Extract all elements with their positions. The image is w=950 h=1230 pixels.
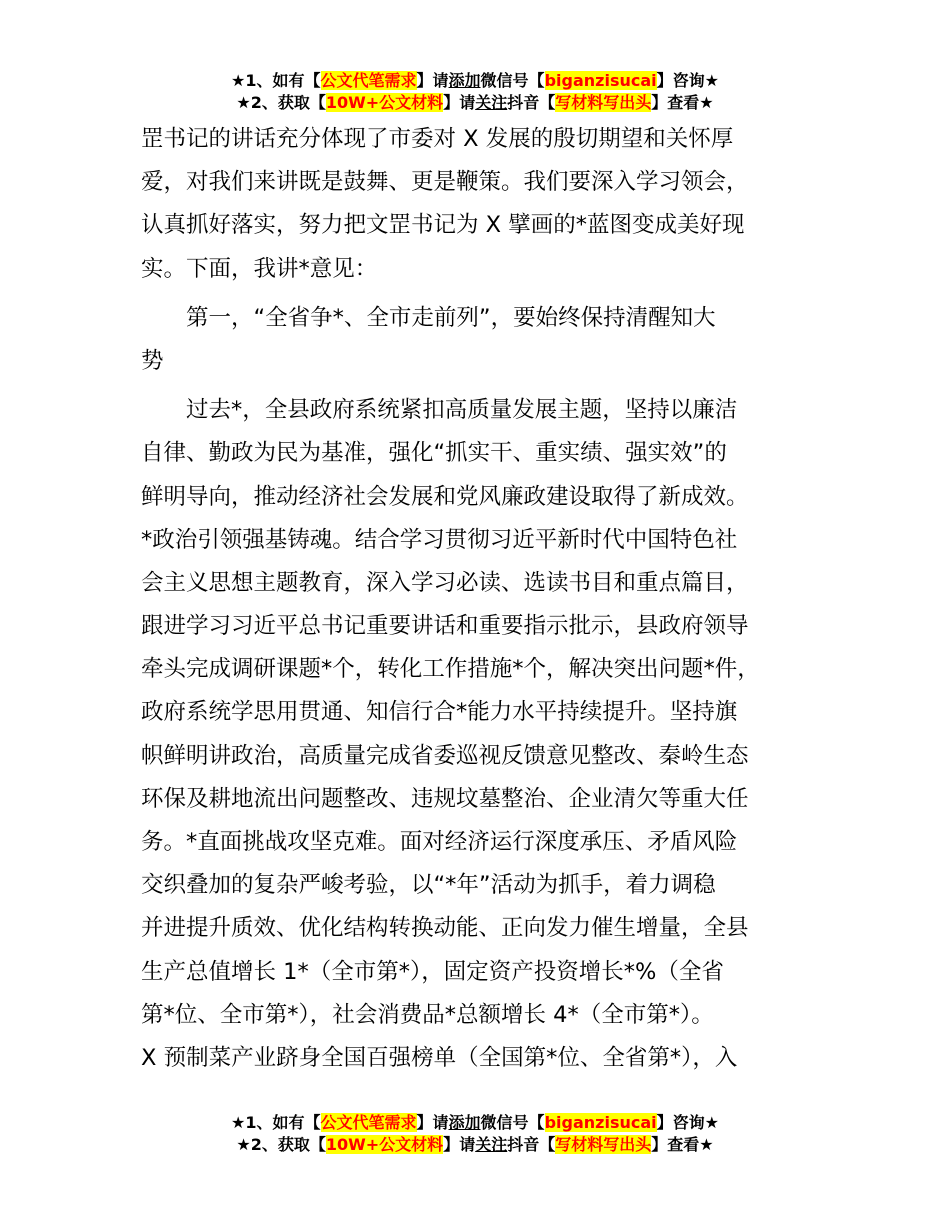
banner-line-1	[0, 70, 950, 92]
banner-underline: 添加	[448, 71, 481, 90]
banner-line-2	[0, 92, 950, 114]
banner-text: 抖音【	[507, 1135, 556, 1154]
text-line: X 预制菜产业跻身全国百强榜单（全国第*位、全省第*），入	[141, 1044, 738, 1071]
banner-highlight: biganzisucai	[544, 1113, 657, 1132]
banner-text: 微信号【	[480, 1113, 545, 1132]
banner-text: 】请	[416, 71, 449, 90]
paragraph-2-heading	[141, 297, 841, 383]
banner-highlight: biganzisucai	[544, 71, 657, 90]
text-line: 爱，对我们来讲既是鼓舞、更是鞭策。我们要深入学习领会，	[141, 169, 749, 196]
text-line: 交织叠加的复杂严峻考验，以“*年”活动为抓手，着力调稳	[141, 872, 716, 899]
text-line: 环保及耕地流出问题整改、违规坟墓整治、企业清欠等重大任	[141, 785, 749, 812]
banner-highlight: 公文代笔需求	[320, 1113, 417, 1132]
text-line: 第*位、全市第*），社会消费品*总额增长 4*（全市第*）。	[141, 1001, 714, 1028]
banner-text: 】咨询★	[656, 1113, 719, 1132]
text-line: 政府系统学思用贯通、知信行合*能力水平持续提升。坚持旗	[141, 699, 738, 726]
banner-text: 】请	[416, 1113, 449, 1132]
text-line: 会主义思想主题教育，深入学习必读、选读书目和重点篇目，	[141, 569, 749, 596]
banner-highlight: 10W+公文材料	[325, 1135, 444, 1154]
banner-text: 】请	[443, 1135, 476, 1154]
footer-banner	[0, 1112, 950, 1156]
banner-text: ★1、如有【	[231, 1113, 321, 1132]
text-line: 第一，“全省争*、全市走前列”，要始终保持清醒知大	[186, 304, 716, 331]
banner-highlight: 写材料写出头	[555, 1135, 652, 1154]
paragraph-3	[141, 389, 841, 1080]
text-line: 并进提升质效、优化结构转换动能、正向发力催生增量，全县	[141, 915, 749, 942]
banner-text: ★2、获取【	[236, 93, 326, 112]
text-line: 过去*，全县政府系统紧扣高质量发展主题，坚持以廉洁	[186, 397, 738, 424]
banner-line-1	[0, 1112, 950, 1134]
banner-text: 】请	[443, 93, 476, 112]
text-line: 自律、勤政为民为基准，强化“抓实干、重实绩、强实效”的	[141, 440, 727, 467]
header-banner	[0, 70, 950, 114]
paragraph-1	[141, 118, 841, 291]
text-line: 罡书记的讲话充分体现了市委对 X 发展的殷切期望和关怀厚	[141, 126, 734, 152]
text-line: 鲜明导向，推动经济社会发展和党风廉政建设取得了新成效。	[141, 483, 749, 510]
banner-underline: 关注	[475, 93, 508, 112]
banner-highlight: 公文代笔需求	[320, 71, 417, 90]
banner-line-2	[0, 1134, 950, 1156]
banner-text: 】查看★	[651, 93, 714, 112]
text-line: 帜鲜明讲政治，高质量完成省委巡视反馈意见整改、秦岭生态	[141, 742, 749, 769]
text-line: 实。下面，我讲*意见：	[141, 255, 378, 282]
text-line: 跟进学习习近平总书记重要讲话和重要指示批示，县政府领导	[141, 613, 749, 640]
text-line: *政治引领强基铸魂。结合学习贯彻习近平新时代中国特色社	[141, 526, 738, 553]
text-line: 势	[141, 347, 164, 374]
text-line: 认真抓好落实，努力把文罡书记为 X 擘画的*蓝图变成美好现	[141, 212, 745, 239]
banner-highlight: 10W+公文材料	[325, 93, 444, 112]
text-line: 务。*直面挑战攻坚克难。面对经济运行深度承压、矛盾风险	[141, 829, 738, 855]
text-line: 牵头完成调研课题*个，转化工作措施*个，解决突出问题*件，	[141, 656, 760, 683]
banner-underline: 添加	[448, 1113, 481, 1132]
banner-text: 】查看★	[651, 1135, 714, 1154]
banner-text: ★2、获取【	[236, 1135, 326, 1154]
banner-text: 抖音【	[507, 93, 556, 112]
banner-text: 微信号【	[480, 71, 545, 90]
text-line: 生产总值增长 1*（全市第*），固定资产投资增长*%（全省	[141, 958, 724, 985]
banner-text: ★1、如有【	[231, 71, 321, 90]
banner-underline: 关注	[475, 1135, 508, 1154]
document-body	[141, 118, 841, 1080]
banner-highlight: 写材料写出头	[555, 93, 652, 112]
banner-text: 】咨询★	[656, 71, 719, 90]
